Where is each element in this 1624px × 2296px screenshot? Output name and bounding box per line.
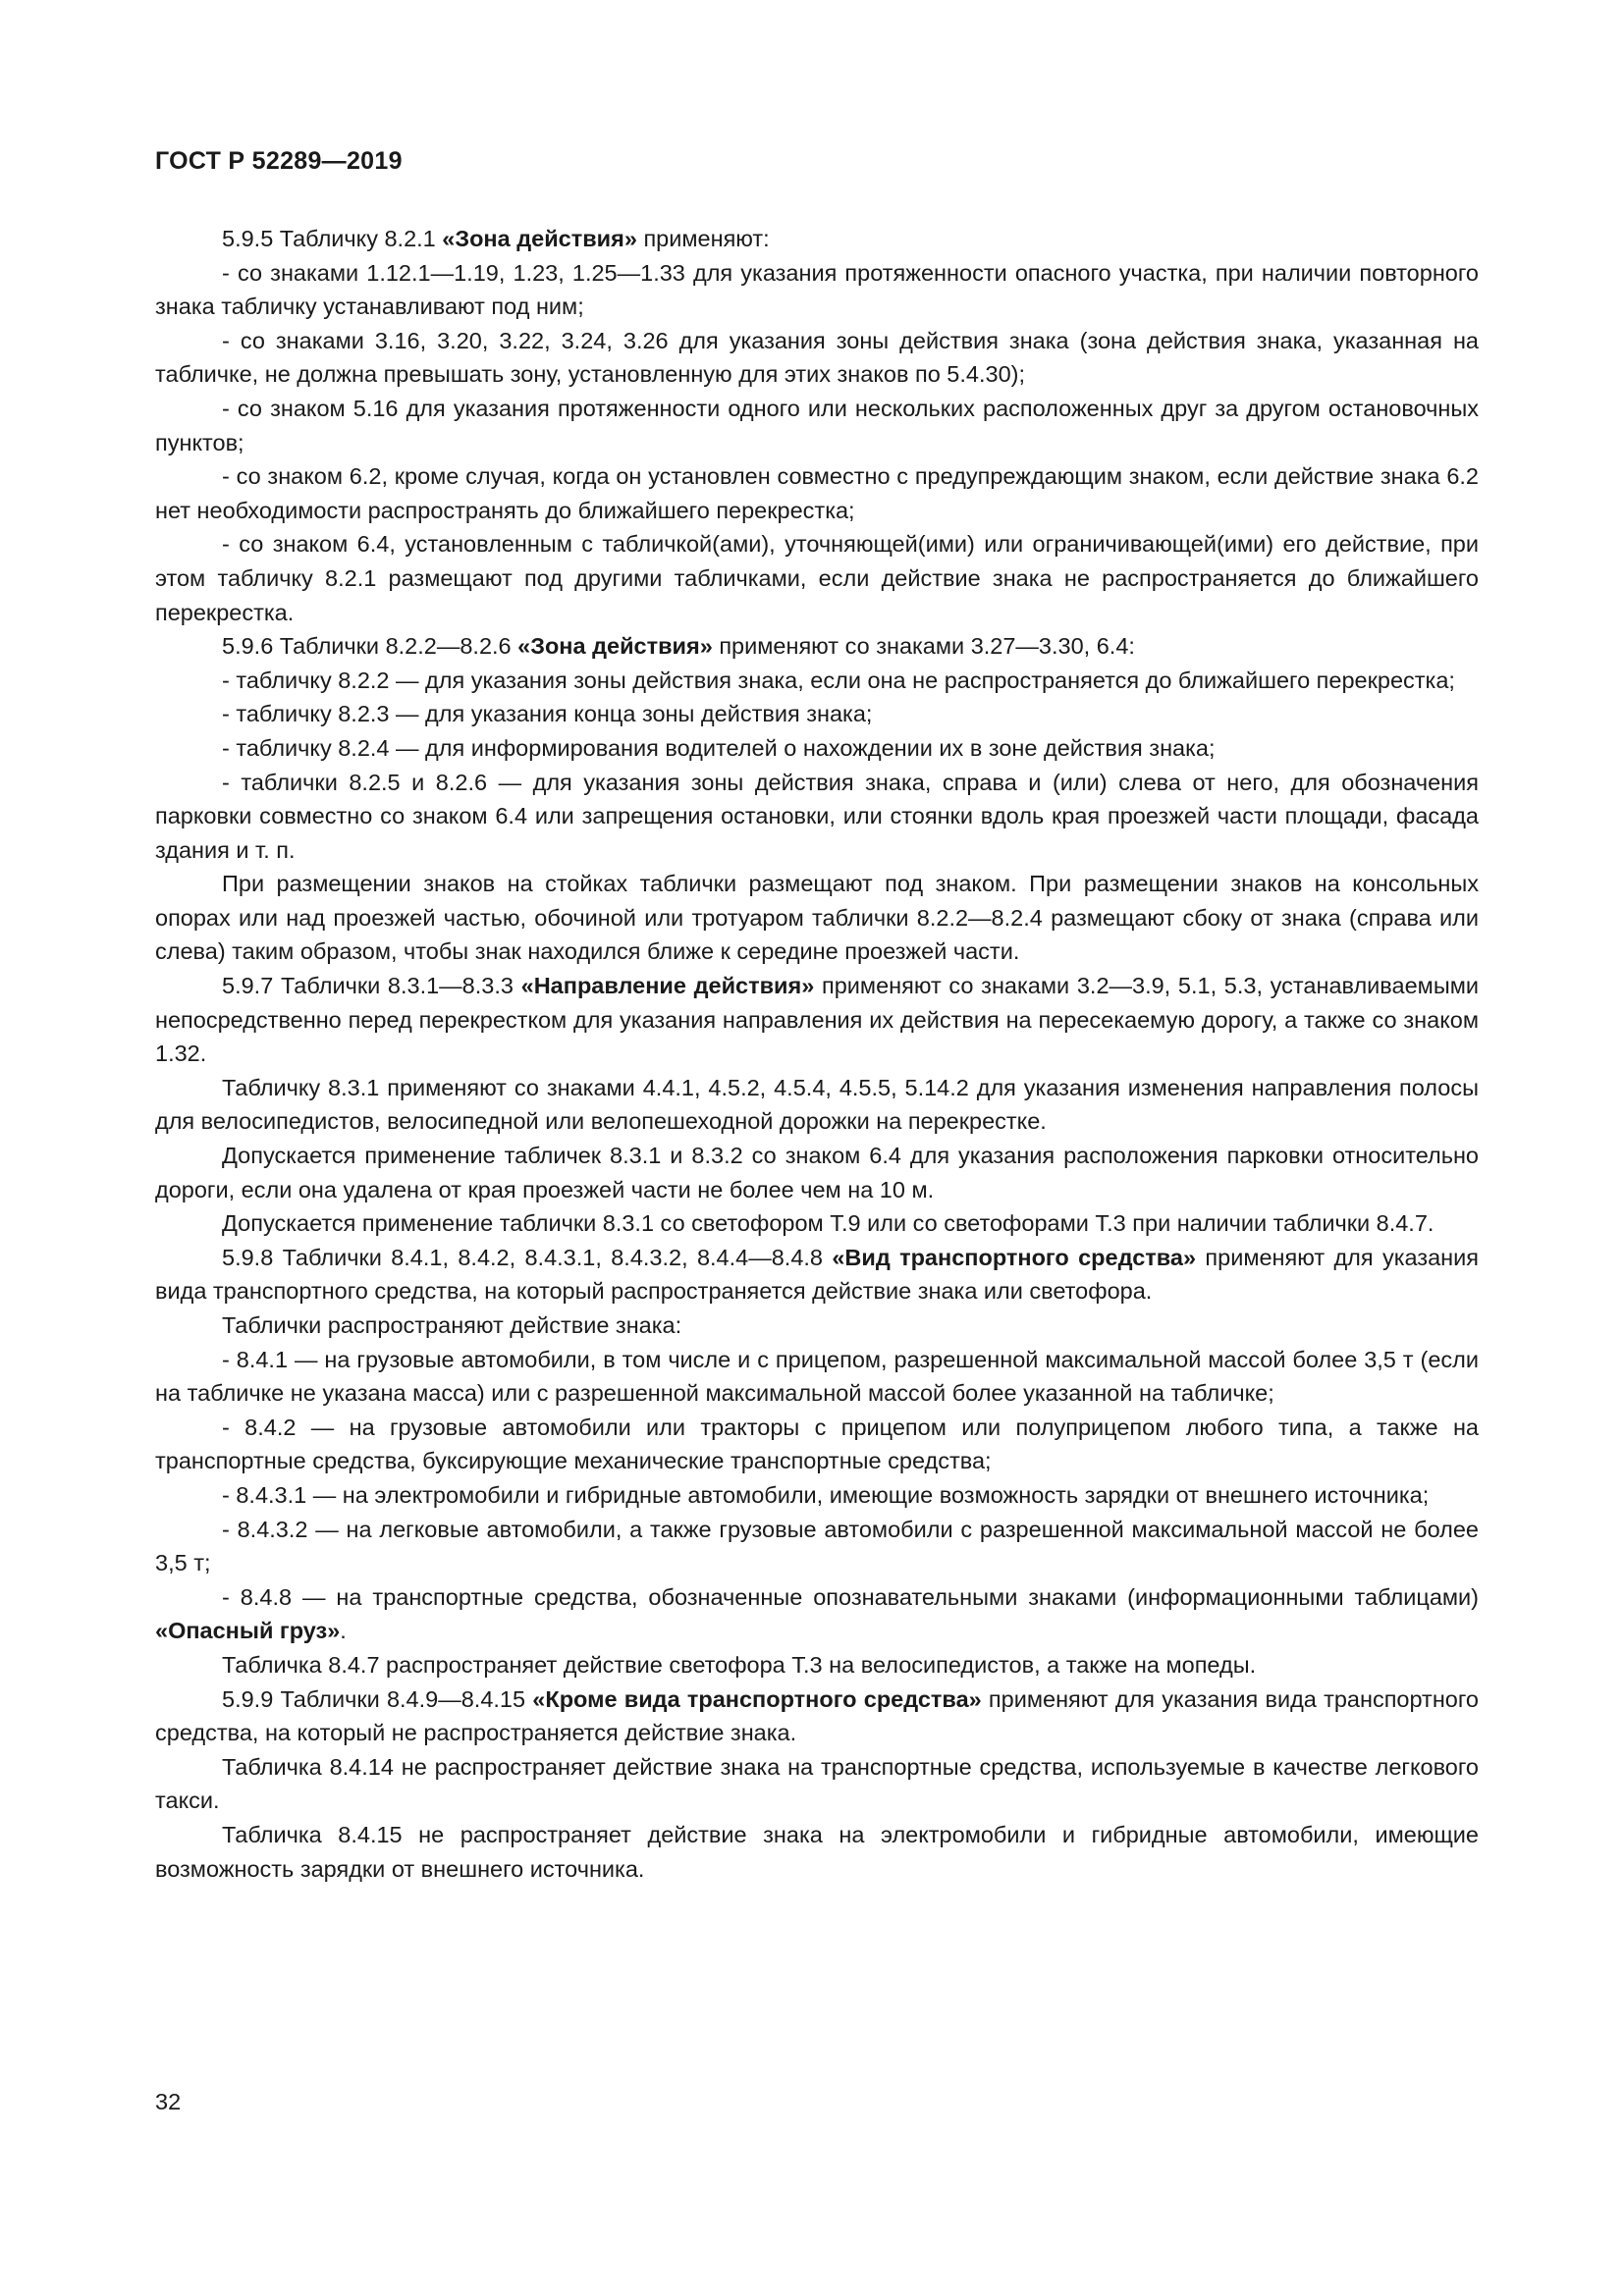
paragraph: 5.9.8 Таблички 8.4.1, 8.4.2, 8.4.3.1, 8.4.3.2, 8.4.4—8.4.8 «Вид транспортного средства» применяют для указания вида транспортного средства, на который распространяется действие знака или светофора. bbox=[155, 1244, 1479, 1305]
paragraph: - 8.4.1 — на грузовые автомобили, в том числе и с прицепом, разрешенной максимальной массой более 3,5 т (если на табличке не указана масса) или с разрешенной максимальной массой более указанной на табличке; bbox=[155, 1346, 1479, 1407]
paragraph: При размещении знаков на стойках таблички размещают под знаком. При размещении знаков на консольных опорах или над проезжей частью, обочиной или тротуаром таблички 8.2.2—8.2.4 размещают сбоку от знака (справа или слева) таким образом, чтобы знак находился ближе к середине проезжей части. bbox=[155, 871, 1479, 965]
paragraph: - со знаком 6.4, установленным с табличкой(ами), уточняющей(ими) или ограничивающей(ими) его действие, при этом табличку 8.2.1 размещают под другими табличками, если действие знака не распространяется до ближайшего перекрестка. bbox=[155, 531, 1479, 625]
paragraph: - табличку 8.2.3 — для указания конца зоны действия знака; bbox=[222, 701, 873, 727]
paragraph: Табличка 8.4.15 не распространяет действие знака на электромобили и гибридные автомобили, имеющие возможность зарядки от внешнего источника. bbox=[155, 1821, 1479, 1882]
page-number: 32 bbox=[155, 2089, 182, 2114]
paragraph: - со знаком 6.2, кроме случая, когда он установлен совместно с предупреждающим знаком, если действие знака 6.2 нет необходимости распространять до ближайшего перекрестка; bbox=[155, 463, 1479, 523]
bold-term: «Опасный груз» bbox=[155, 1618, 341, 1644]
paragraph: Таблички распространяют действие знака: bbox=[222, 1312, 682, 1338]
paragraph: - со знаками 3.16, 3.20, 3.22, 3.24, 3.26 для указания зоны действия знака (зона действия знака, указанная на табличке, не должна превышать зону, установленную для этих знаков по 5.4.30); bbox=[155, 327, 1479, 388]
paragraph: Табличка 8.4.14 не распространяет действие знака на транспортные средства, используемые в качестве легкового такси. bbox=[155, 1753, 1479, 1814]
paragraph: - 8.4.8 — на транспортные средства, обозначенные опознавательными знаками (информационными таблицами) «Опасный груз». bbox=[155, 1583, 1479, 1644]
paragraph: Табличка 8.4.7 распространяет действие светофора Т.3 на велосипедистов, а также на мопеды. bbox=[222, 1651, 1257, 1678]
paragraph: 5.9.6 Таблички 8.2.2—8.2.6 «Зона действия» применяют со знаками 3.27—3.30, 6.4: bbox=[222, 633, 1135, 660]
paragraph: - табличку 8.2.4 — для информирования водителей о нахождении их в зоне действия знака; bbox=[222, 734, 1216, 761]
paragraph: - 8.4.3.1 — на электромобили и гибридные автомобили, имеющие возможность зарядки от внешнего источника; bbox=[222, 1481, 1430, 1508]
bold-term: «Вид транспортного средства» bbox=[832, 1244, 1197, 1270]
paragraph: 5.9.9 Таблички 8.4.9—8.4.15 «Кроме вида транспортного средства» применяют для указания вида транспортного средства, на который не распространяется действие знака. bbox=[155, 1685, 1479, 1746]
paragraph: Допускается применение табличек 8.3.1 и 8.3.2 со знаком 6.4 для указания расположения парковки относительно дороги, если она удалена от края проезжей части не более чем на 10 м. bbox=[155, 1143, 1479, 1202]
bold-term: «Зона действия» bbox=[517, 633, 713, 660]
paragraph: - табличку 8.2.2 — для указания зоны действия знака, если она не распространяется до ближайшего перекрестка; bbox=[222, 667, 1455, 693]
paragraph: - 8.4.3.2 — на легковые автомобили, а также грузовые автомобили с разрешенной максимальной массой не более 3,5 т; bbox=[155, 1516, 1479, 1576]
paragraph: - со знаком 5.16 для указания протяженности одного или нескольких расположенных друг за другом остановочных пунктов; bbox=[155, 395, 1479, 455]
paragraph: - со знаками 1.12.1—1.19, 1.23, 1.25—1.33 для указания протяженности опасного участка, при наличии повторного знака табличку устанавливают под ним; bbox=[155, 259, 1479, 320]
bold-term: «Направление действия» bbox=[520, 973, 815, 999]
paragraph: Табличку 8.3.1 применяют со знаками 4.4.1, 4.5.2, 4.5.4, 4.5.5, 5.14.2 для указания изменения направления полосы для велосипедистов, велосипедной или велопешеходной дорожки на перекрестке. bbox=[155, 1074, 1479, 1135]
document-header: ГОСТ Р 52289—2019 bbox=[155, 147, 403, 175]
bold-term: «Кроме вида транспортного средства» bbox=[532, 1685, 982, 1712]
paragraph: Допускается применение таблички 8.3.1 со светофором Т.9 или со светофорами Т.3 при наличии таблички 8.4.7. bbox=[222, 1210, 1435, 1237]
paragraph: - таблички 8.2.5 и 8.2.6 — для указания зоны действия знака, справа и (или) слева от него, для обозначения парковки совместно со знаком 6.4 или запрещения остановки, или стоянки вдоль края проезжей части площади, фасада здания и т. п. bbox=[155, 769, 1479, 863]
paragraph: - 8.4.2 — на грузовые автомобили или тракторы с прицепом или полуприцепом любого типа, а также на транспортные средства, буксирующие механические транспортные средства; bbox=[155, 1414, 1479, 1474]
paragraph: 5.9.7 Таблички 8.3.1—8.3.3 «Направление действия» применяют со знаками 3.2—3.9, 5.1, 5.3, устанавливаемыми непосредственно перед перекрестком для указания направления их действия на пересекаемую дорогу, а также со знаком 1.32. bbox=[155, 973, 1479, 1067]
document-body bbox=[155, 222, 1479, 1886]
paragraph: 5.9.5 Табличку 8.2.1 «Зона действия» применяют: bbox=[222, 226, 770, 251]
bold-term: «Зона действия» bbox=[442, 226, 637, 251]
